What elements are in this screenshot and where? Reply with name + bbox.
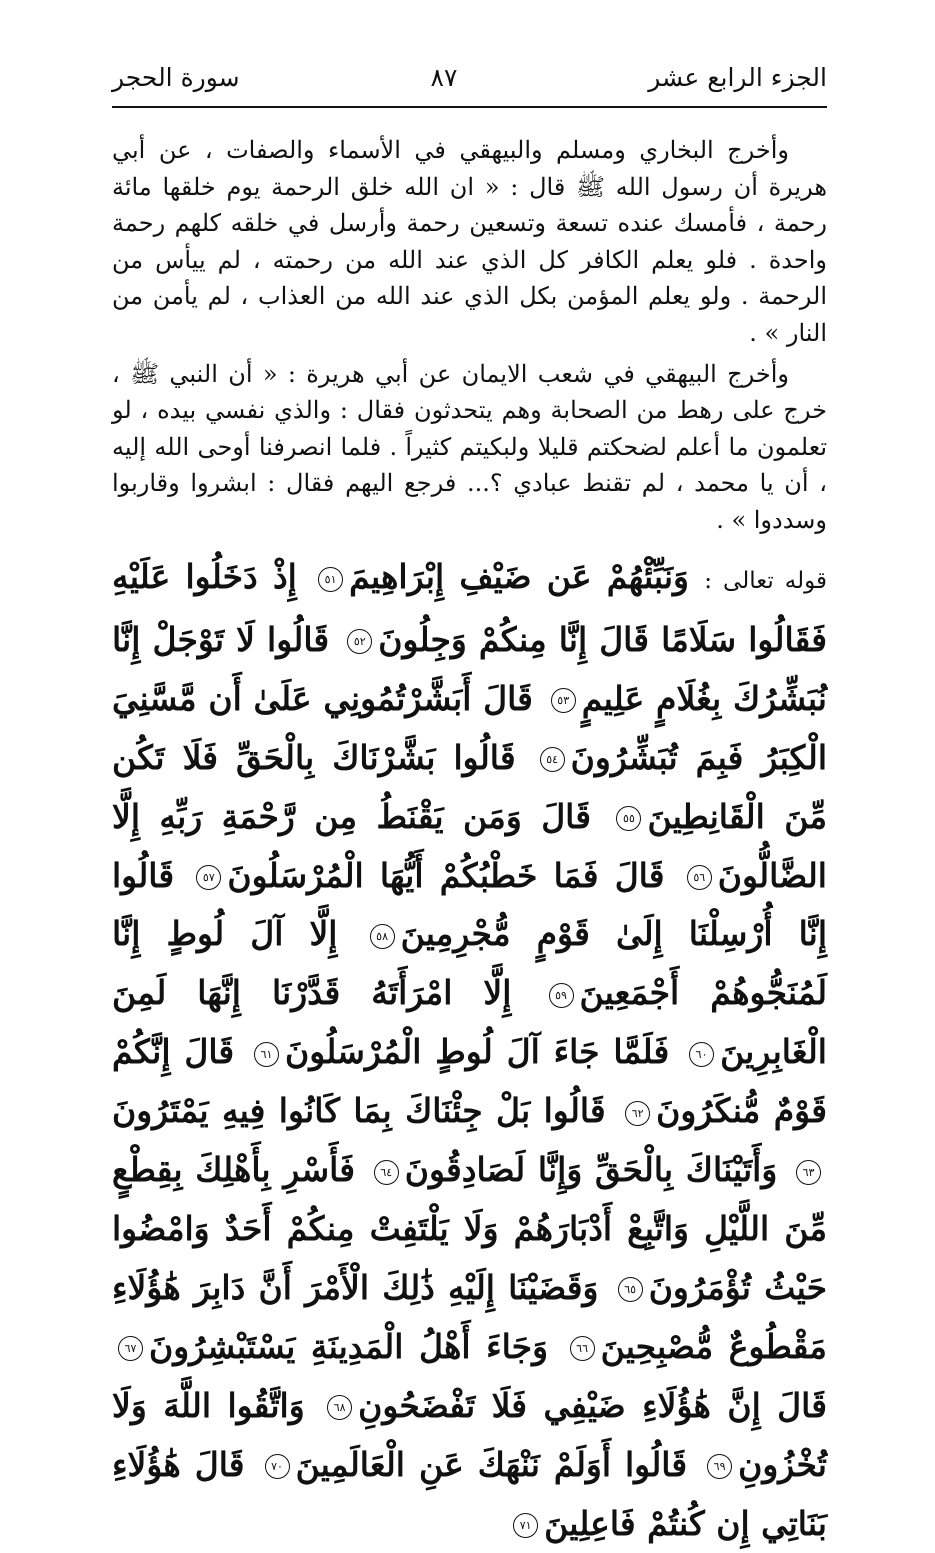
- verse-text: قَالَ أَبَشَّرْتُمُونِي عَلَىٰ أَن مَّسَّنِيَ الْكِبَرُ فَبِمَ تُبَشِّرُونَ: [112, 678, 828, 777]
- verse-text: وَقَضَيْنَا إِلَيْهِ ذَٰلِكَ الْأَمْرَ أَنَّ دَابِرَ هَٰؤُلَاءِ مَقْطُوعٌ مُّصْبِحِينَ: [112, 1267, 827, 1366]
- verse-text: قَالَ فَمَا خَطْبُكُمْ أَيُّهَا الْمُرْسَلُونَ: [227, 855, 665, 895]
- ayah-number-marker: ٧١: [513, 1513, 538, 1538]
- ayah-number-marker: ٥٦: [687, 865, 712, 890]
- verse-text: قَالُوا إِنَّا أُرْسِلْنَا إِلَىٰ قَوْمٍ مُّجْرِمِينَ: [112, 855, 827, 954]
- ayah-number-marker: ٦٩: [707, 1454, 732, 1479]
- ayah-number-marker: ٦١: [254, 1042, 279, 1067]
- verse-text: قَالَ وَمَن يَقْنَطُ مِن رَّحْمَةِ رَبِّهِ إِلَّا الضَّالُّونَ: [112, 796, 827, 895]
- ayah-number-marker: ٦٤: [374, 1160, 399, 1185]
- ayah-number-marker: ٥٣: [551, 688, 576, 713]
- commentary-text: [112, 132, 827, 539]
- verse-text: قَالُوا أَوَلَمْ نَنْهَكَ عَنِ الْعَالَمِينَ: [295, 1444, 688, 1484]
- ayah-number-marker: ٥٢: [347, 629, 372, 654]
- ayah-number-marker: ٦٧: [118, 1336, 143, 1361]
- verse-text: قَالَ إِنَّ هَٰؤُلَاءِ ضَيْفِي فَلَا تَفْضَحُونِ: [358, 1385, 827, 1425]
- ayah-number-marker: ٦٢: [625, 1101, 650, 1126]
- verse-text: وَاتَّقُوا اللَّهَ وَلَا تُخْزُونِ: [112, 1385, 827, 1484]
- page-header: [112, 55, 827, 99]
- verse-text: وَجَاءَ أَهْلُ الْمَدِينَةِ يَسْتَبْشِرُونَ: [149, 1326, 549, 1366]
- ayah-number-marker: ٥١: [318, 567, 343, 592]
- ayah-number-marker: ٦٠: [689, 1042, 714, 1067]
- ayah-number-marker: ٦٣: [796, 1160, 821, 1185]
- verse-text: قَالَ إِنَّكُمْ قَوْمٌ مُّنكَرُونَ: [112, 1032, 827, 1131]
- verse-text: وَنَبِّئْهُمْ عَن ضَيْفِ إِبْرَاهِيمَ: [349, 557, 689, 596]
- header-divider: [112, 106, 827, 108]
- verse-text: فَلَمَّا جَاءَ آلَ لُوطٍ الْمُرْسَلُونَ: [285, 1032, 670, 1072]
- ayah-number-marker: ٥٨: [370, 924, 395, 949]
- quran-verses: [112, 548, 827, 1553]
- verse-text: قَالُوا لَا تَوْجَلْ إِنَّا نُبَشِّرُكَ بِغُلَامٍ عَلِيمٍ: [112, 619, 827, 718]
- page-number: ٨٧: [430, 62, 458, 92]
- verse-text: قَالَ هَٰؤُلَاءِ بَنَاتِي إِن كُنتُمْ فَاعِلِينَ: [112, 1444, 827, 1543]
- paragraph: وأخرج البيهقي في شعب الايمان عن أبي هريرة : « أن النبي ﷺ ، خرج على رهط من الصحابة وهم يتحدثون فقال : والذي نفسي بيده ، لو تعلمون ما أعلم لضحكتم قليلا ولبكيتم كثيراً . فلما انصرفنا أوحى الله إليه ، أن يا محمد ، لم تقنط عبادي ؟... فرجع اليهم فقال : ابشروا وقاربوا وسددوا » .: [112, 359, 827, 534]
- juz-title: الجزء الرابع عشر: [648, 62, 827, 92]
- ayah-number-marker: ٦٨: [327, 1395, 352, 1420]
- surah-title: سورة الحجر: [112, 62, 240, 92]
- ayah-number-marker: ٥٥: [616, 806, 641, 831]
- verse-text: وَأَتَيْنَاكَ بِالْحَقِّ وَإِنَّا لَصَادِقُونَ: [404, 1150, 778, 1190]
- verse-text: قَالُوا بَلْ جِئْنَاكَ بِمَا كَانُوا فِيهِ يَمْتَرُونَ: [112, 1091, 606, 1131]
- verse-text: إِلَّا امْرَأَتَهُ قَدَّرْنَا إِنَّهَا لَمِنَ الْغَابِرِينَ: [112, 973, 827, 1072]
- paragraph: وأخرج البخاري ومسلم والبيهقي في الأسماء والصفات ، عن أبي هريرة أن رسول الله ﷺ قال : « ان الله خلق الرحمة يوم خلقها مائة رحمة ، فأمسك عنده تسعة وتسعين رحمة وأرسل في خلقه كلهم رحمة واحدة . فلو يعلم الكافر كل الذي عند الله من رحمته ، لم ييأس من الرحمة . ولو يعلم المؤمن بكل الذي عند الله من العذاب ، لم يأمن من النار » .: [112, 136, 827, 347]
- verse-text: فَأَسْرِ بِأَهْلِكَ بِقِطْعٍ مِّنَ اللَّيْلِ وَاتَّبِعْ أَدْبَارَهُمْ وَلَا يَلْتَفِتْ مِنكُمْ أَحَدٌ وَامْضُوا حَيْثُ تُؤْمَرُونَ: [112, 1150, 827, 1307]
- ayah-number-marker: ٥٩: [549, 983, 574, 1008]
- verse-text: إِذْ دَخَلُوا عَلَيْهِ فَقَالُوا سَلَامًا قَالَ إِنَّا مِنكُمْ وَجِلُونَ: [112, 557, 828, 659]
- verse-text: قَالُوا بَشَّرْنَاكَ بِالْحَقِّ فَلَا تَكُن مِّنَ الْقَانِطِينَ: [112, 737, 827, 836]
- ayah-number-marker: ٦٥: [618, 1277, 643, 1302]
- ayah-number-marker: ٦٦: [570, 1336, 595, 1361]
- ayah-number-marker: ٧٠: [265, 1454, 290, 1479]
- ayah-number-marker: ٥٧: [196, 865, 221, 890]
- ayah-number-marker: ٥٤: [540, 747, 565, 772]
- verse-text: إِلَّا آلَ لُوطٍ إِنَّا لَمُنَجُّوهُمْ أَجْمَعِينَ: [112, 914, 827, 1013]
- verses-intro: قوله تعالى :: [704, 568, 827, 594]
